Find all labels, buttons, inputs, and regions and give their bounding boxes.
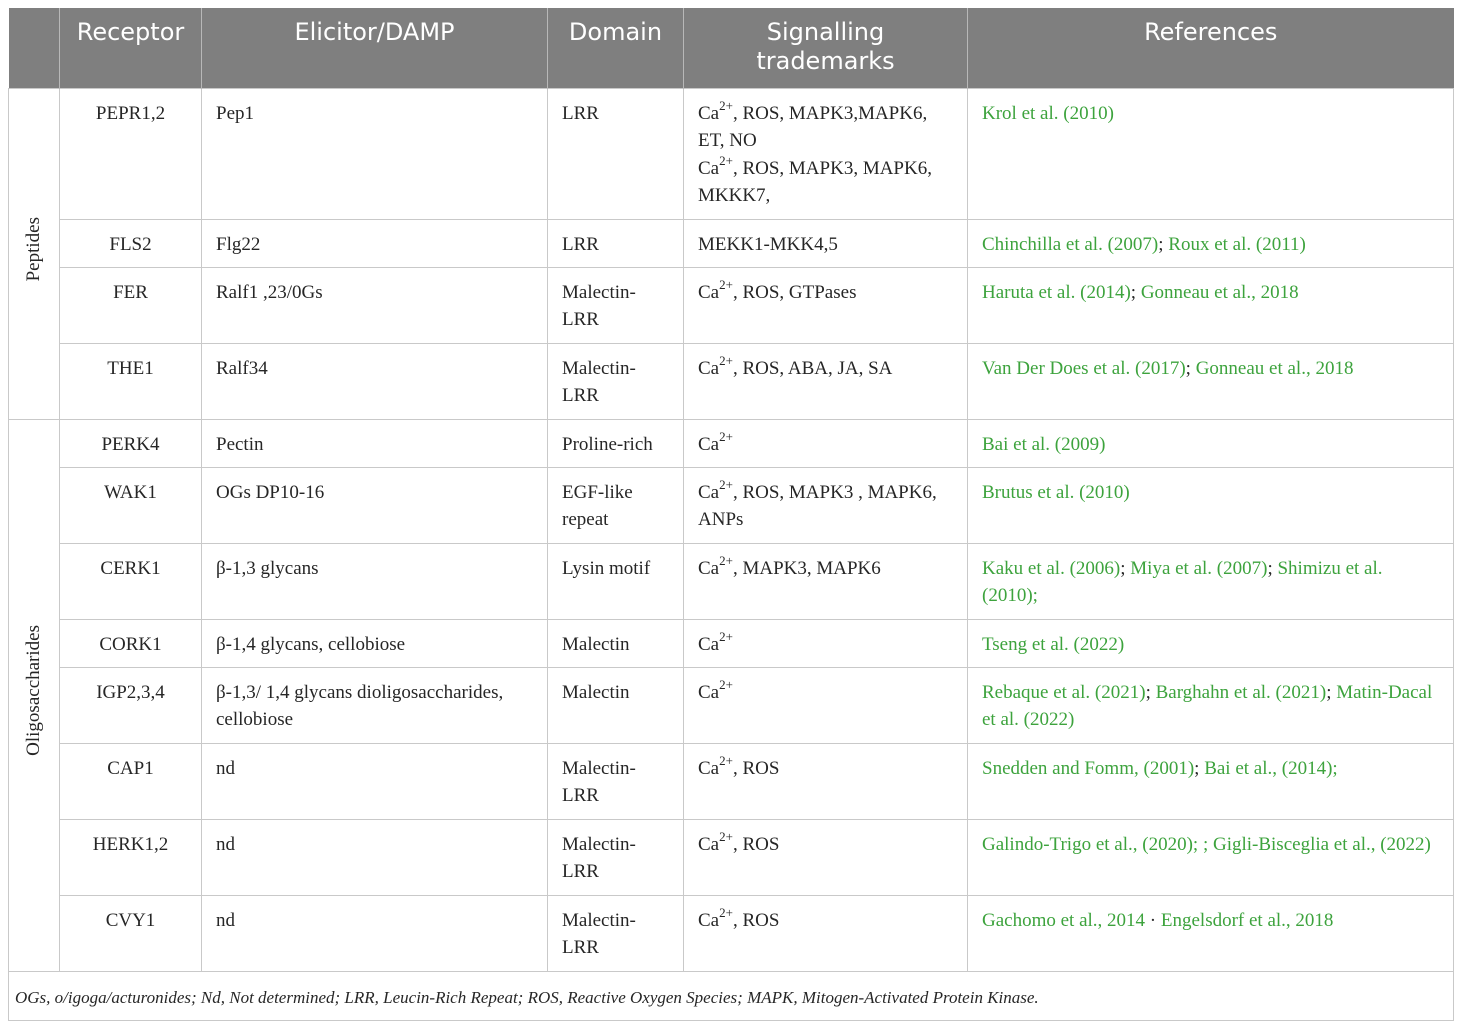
reference-separator: ; bbox=[1326, 681, 1337, 703]
signalling-cell bbox=[684, 467, 968, 543]
elicitor-cell: nd bbox=[202, 819, 548, 895]
signalling-cell bbox=[684, 343, 968, 419]
table-row bbox=[9, 219, 1454, 267]
receptor-cell: CAP1 bbox=[60, 743, 202, 819]
signalling-line: ET, NO bbox=[698, 130, 757, 151]
elicitor-cell: β-1,4 glycans, cellobiose bbox=[202, 619, 548, 667]
references-cell bbox=[968, 543, 1454, 619]
receptor-cell: WAK1 bbox=[60, 467, 202, 543]
signalling-cell bbox=[684, 88, 968, 219]
reference-separator: ; bbox=[1194, 757, 1205, 779]
footnote-row bbox=[9, 971, 1454, 1020]
references-cell bbox=[968, 419, 1454, 467]
table-row bbox=[9, 819, 1454, 895]
signalling-cell bbox=[684, 667, 968, 743]
signalling-line: $Ca^{2+}$, ROS bbox=[698, 753, 780, 779]
reference-link[interactable]: Brutus et al. (2010) bbox=[982, 481, 1130, 503]
domain-cell: LRR bbox=[548, 219, 684, 267]
reference-separator: ; bbox=[1130, 281, 1141, 303]
table-row bbox=[9, 667, 1454, 743]
receptor-cell: CVY1 bbox=[60, 895, 202, 971]
signalling-line: MKKK7, bbox=[698, 185, 771, 206]
receptor-cell: CERK1 bbox=[60, 543, 202, 619]
reference-link[interactable]: Barghahn et al. (2021) bbox=[1155, 681, 1327, 703]
reference-link[interactable]: Miya et al. (2007) bbox=[1130, 557, 1268, 579]
group-cell-peptides bbox=[9, 88, 60, 419]
reference-link[interactable]: Gonneau et al., 2018 bbox=[1195, 357, 1354, 379]
table-row bbox=[9, 467, 1454, 543]
signalling-line: MEKK1-MKK4,5 bbox=[698, 233, 838, 255]
domain-cell: LRR bbox=[548, 88, 684, 219]
signalling-line: $Ca^{2+}$, ROS bbox=[698, 829, 780, 855]
signalling-cell bbox=[684, 419, 968, 467]
reference-link[interactable]: Van Der Does et al. (2017) bbox=[982, 357, 1186, 379]
domain-cell: Malectin-LRR bbox=[548, 819, 684, 895]
reference-separator: · bbox=[1145, 909, 1161, 931]
reference-link[interactable]: Galindo-Trigo et al., (2020); ; Gigli-Bisceglia et al., (2022) bbox=[982, 833, 1431, 855]
references-cell bbox=[968, 88, 1454, 219]
domain-cell: EGF-like repeat bbox=[548, 467, 684, 543]
header-domain: Domain bbox=[548, 8, 684, 88]
signalling-cell bbox=[684, 267, 968, 343]
reference-separator: ; bbox=[1145, 681, 1156, 703]
signalling-line: ANPs bbox=[698, 509, 744, 530]
elicitor-cell: Flg22 bbox=[202, 219, 548, 267]
reference-link[interactable]: Gachomo et al., 2014 bbox=[982, 909, 1146, 931]
table-header-row bbox=[9, 8, 1454, 88]
signalling-line: $Ca^{2+}$, ROS, GTPases bbox=[698, 277, 857, 303]
elicitor-cell: Ralf34 bbox=[202, 343, 548, 419]
references-cell bbox=[968, 895, 1454, 971]
signalling-line: $Ca^{2+}$, ROS, MAPK3 , MAPK6, bbox=[698, 477, 937, 503]
signalling-line: $Ca^{2+}$ bbox=[698, 629, 733, 655]
signalling-line: $Ca^{2+}$ bbox=[698, 429, 733, 455]
elicitor-cell: nd bbox=[202, 895, 548, 971]
receptor-cell: HERK1,2 bbox=[60, 819, 202, 895]
receptor-cell: PERK4 bbox=[60, 419, 202, 467]
reference-link[interactable]: Snedden and Fomm, (2001) bbox=[982, 757, 1195, 779]
signalling-cell bbox=[684, 743, 968, 819]
table-row bbox=[9, 895, 1454, 971]
table-row bbox=[9, 543, 1454, 619]
domain-cell: Malectin bbox=[548, 667, 684, 743]
reference-link[interactable]: Gonneau et al., 2018 bbox=[1140, 281, 1299, 303]
references-cell bbox=[968, 819, 1454, 895]
table-row bbox=[9, 88, 1454, 219]
reference-link[interactable]: Tseng et al. (2022) bbox=[982, 633, 1125, 655]
receptor-cell: FLS2 bbox=[60, 219, 202, 267]
group-cell-oligosaccharides bbox=[9, 419, 60, 971]
reference-link[interactable]: Rebaque et al. (2021) bbox=[982, 681, 1146, 703]
receptor-cell: CORK1 bbox=[60, 619, 202, 667]
references-cell bbox=[968, 219, 1454, 267]
signalling-line: $Ca^{2+}$, ROS bbox=[698, 905, 780, 931]
elicitor-cell: Pep1 bbox=[202, 88, 548, 219]
elicitor-cell: nd bbox=[202, 743, 548, 819]
reference-separator: ; bbox=[1185, 357, 1196, 379]
references-cell bbox=[968, 343, 1454, 419]
references-cell bbox=[968, 467, 1454, 543]
table-row bbox=[9, 743, 1454, 819]
reference-link[interactable]: Matin-Dacal et al. (2022) bbox=[982, 681, 1433, 730]
signalling-cell bbox=[684, 219, 968, 267]
domain-cell: Malectin-LRR bbox=[548, 343, 684, 419]
reference-link[interactable]: Chinchilla et al. (2007) bbox=[982, 233, 1159, 255]
elicitor-cell: β-1,3/ 1,4 glycans dioligosaccharides, cellobiose bbox=[202, 667, 548, 743]
domain-cell: Malectin-LRR bbox=[548, 743, 684, 819]
reference-link[interactable]: Bai et al., (2014); bbox=[1204, 757, 1338, 779]
signalling-cell bbox=[684, 895, 968, 971]
signalling-line: $Ca^{2+}$, ROS, ABA, JA, SA bbox=[698, 353, 893, 379]
signalling-cell bbox=[684, 543, 968, 619]
receptor-cell: FER bbox=[60, 267, 202, 343]
domain-cell: Malectin-LRR bbox=[548, 895, 684, 971]
reference-link[interactable]: Kaku et al. (2006) bbox=[982, 557, 1121, 579]
table-row bbox=[9, 267, 1454, 343]
header-references: References bbox=[968, 8, 1454, 88]
table-body bbox=[9, 88, 1454, 971]
reference-separator: ; bbox=[1120, 557, 1131, 579]
receptor-cell: PEPR1,2 bbox=[60, 88, 202, 219]
reference-link[interactable]: Roux et al. (2011) bbox=[1168, 233, 1306, 255]
table-row bbox=[9, 343, 1454, 419]
header-elicitor: Elicitor/DAMP bbox=[202, 8, 548, 88]
receptor-cell: THE1 bbox=[60, 343, 202, 419]
elicitor-cell: OGs DP10-16 bbox=[202, 467, 548, 543]
signalling-line: $Ca^{2+}$ bbox=[698, 677, 733, 703]
domain-cell: Lysin motif bbox=[548, 543, 684, 619]
domain-cell: Malectin-LRR bbox=[548, 267, 684, 343]
header-group bbox=[9, 8, 60, 88]
signalling-line: $Ca^{2+}$, ROS, MAPK3,MAPK6, bbox=[698, 98, 928, 124]
signalling-cell bbox=[684, 619, 968, 667]
table-footnote: OGs, o/igoga/acturonides; Nd, Not determined; LRR, Leucin-Rich Repeat; ROS, Reactive Oxygen Species; MAPK, Mitogen-Activated Protein Kinase. bbox=[9, 971, 1454, 1020]
table-row bbox=[9, 619, 1454, 667]
reference-link[interactable]: Krol et al. (2010) bbox=[982, 102, 1114, 124]
elicitor-cell: Pectin bbox=[202, 419, 548, 467]
receptor-table bbox=[8, 8, 1454, 1021]
reference-separator: ; bbox=[1158, 233, 1169, 255]
signalling-line: $Ca^{2+}$, MAPK3, MAPK6 bbox=[698, 553, 881, 579]
references-cell bbox=[968, 619, 1454, 667]
table-row bbox=[9, 419, 1454, 467]
elicitor-cell: Ralf1 ,23/0Gs bbox=[202, 267, 548, 343]
references-cell bbox=[968, 267, 1454, 343]
header-signalling: Signalling trademarks bbox=[684, 8, 968, 88]
reference-link[interactable]: Bai et al. (2009) bbox=[982, 433, 1106, 455]
references-cell bbox=[968, 743, 1454, 819]
signalling-line: $Ca^{2+}$, ROS, MAPK3, MAPK6, bbox=[698, 153, 932, 179]
group-label: Peptides bbox=[23, 217, 44, 282]
elicitor-cell: β-1,3 glycans bbox=[202, 543, 548, 619]
reference-link[interactable]: Shimizu et al. (2010); bbox=[982, 557, 1383, 606]
references-cell bbox=[968, 667, 1454, 743]
domain-cell: Proline-rich bbox=[548, 419, 684, 467]
domain-cell: Malectin bbox=[548, 619, 684, 667]
reference-link[interactable]: Haruta et al. (2014) bbox=[982, 281, 1131, 303]
signalling-cell bbox=[684, 819, 968, 895]
group-label: Oligosaccharides bbox=[23, 625, 44, 757]
reference-separator: ; bbox=[1267, 557, 1278, 579]
receptor-cell: IGP2,3,4 bbox=[60, 667, 202, 743]
reference-link[interactable]: Engelsdorf et al., 2018 bbox=[1160, 909, 1334, 931]
header-receptor: Receptor bbox=[60, 8, 202, 88]
